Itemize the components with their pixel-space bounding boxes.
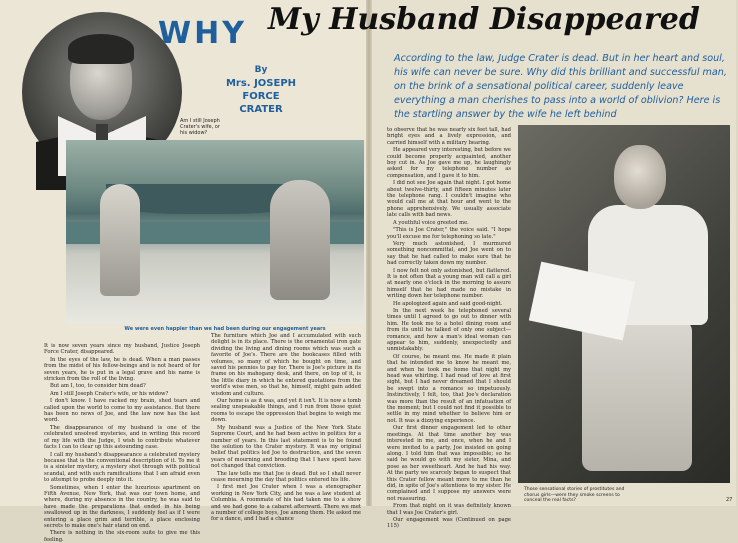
woman-reading-photo — [518, 125, 730, 483]
paragraph: The furniture which Joe and I accumulated with such delight is in its place. There is the ornamental iron gate dividing the living and dining rooms which was such a favorite of Joe's. There are the bookcases filled with volumes, so many of which he bought on time, and saved his pennies to pay for. There is Joe's picture in its frame on his mahogany desk, and there, on top of it, is the little diary in which he entered quotations from the world's wise men, so that he, himself, might gain added wisdom and culture. — [211, 333, 361, 397]
title-script: My Husband Disappeared — [268, 2, 700, 37]
paragraph: My husband was a Justice of the New York State Supreme Court, and he had been active in politics for a number of years. In this last statement is to be found the solution to the Crater mystery. It was my original belief that politics led Joe to destruction, and the seven years of mourning and brooding that I have spent have not changed that conviction. — [211, 424, 361, 470]
paragraph: He apologized again and said good-night. — [393, 300, 503, 307]
paragraph: I call my husband's disappearance a celebrated mystery because that is the conventional description of it. To me it is a sinister mystery, a mystery shot through with political scandal, and with such ramifications that I am afraid even to attempt to probe deeply into it. — [44, 451, 200, 484]
byline-name-3: CRATER — [239, 104, 283, 115]
paragraph: Very much astonished, I murmured something noncommittal, and Joe went on to say that he had called to make sure that he had correctly taken down my number. — [387, 240, 511, 267]
paragraph: Our engagement was (Continued on page 115) — [387, 516, 511, 530]
page-gutter — [366, 0, 372, 506]
intro-deck: According to the law, Judge Crater is dead. But in her heart and soul, his wife can never be sure. Why did this brilliant and successful man, on the brink of a sensational political career, suddenly leave everything a man cherishes to pass into a world of oblivion? Here is the startling answer by the wife he left behind — [394, 53, 727, 120]
paragraph: Of course, he meant me. He made it plain that he intended me to know he meant me, and when he took me home that night my head was whirling. I had read of love at first sight, but I had never dreamed that I should be swept into a romance so impetuously. Instinctively, I felt, too, that Joe's declaration was more than the result of an infatuation of the moment; but I could not find it possible to settle in my mind whether to believe him or not. It was a dizzying experience. — [387, 353, 511, 424]
paragraph: Sometimes, when I enter the luxurious apartment on Fifth Avenue, New York, that was our town home, and where, during my absence in the country, he was said to have made the preparations that ended in his being swallowed up in the darkness, I suddenly feel as if I were entering a place grim and terrible, a place enclosing secrets to make one's hair stand on end. — [44, 484, 200, 529]
paragraph: I don't know. I have racked my brain, shed tears and called upon the world to come to my assistance. But there has been no news of Joe, and the law now has the last word. — [44, 398, 200, 424]
paragraph: Our home is as it was, and yet it isn't. It is now a tomb sealing unspeakable things, and I run from those quiet rooms to escape the oppression that begins to weigh me down. — [211, 398, 361, 424]
article-column-2 — [211, 333, 361, 523]
article-column-3 — [387, 127, 511, 530]
byline-name-2: FORCE — [242, 91, 280, 102]
paragraph: "This is Joe Crater," the voice said. "I hope you'll excuse me for telephoning so late." — [387, 227, 511, 240]
page-number: 27 — [726, 497, 733, 503]
paragraph: The law tells me that Joe is dead. But so I shall never cease mourning the day that politics entered his life. — [211, 470, 361, 483]
paragraph: I now felt not only astonished, but flattered. It is not often that a young man will call a girl at nearly one o'clock in the morning to assure himself that he had made no mistake in writing down her telephone number. — [387, 267, 511, 300]
paragraph: Our first dinner engagement led to other meetings. At that time another boy was interested in me, and once, when he and I were invited to a party, Joe insisted on going along. I told him that was impossible; so he said he would go with my sister, Mina, and pose as her sweetheart. And he had his way. At the party we scarcely began to suspect that this Crater fellow meant more to me than he did, in spite of Joe's attentions to my sister. He complained and I suppose my answers were not reassuring. — [387, 425, 511, 502]
title-why: WHY — [158, 16, 247, 51]
paragraph: The disappearance of my husband is one of the celebrated unsolved mysteries, and in writing this record of my life with the Judge, I wish to contribute whatever facts I can to clear up this astounding case. — [44, 424, 200, 451]
paragraph: From that night on it was definitely known that I was Joe Crater's girl. — [387, 503, 511, 516]
byline-by: By — [254, 65, 268, 75]
byline-name-1: Mrs. JOSEPH — [225, 78, 297, 89]
paragraph: In the eyes of the law, he is dead. When a man passes from the midst of his fellow-beings and is not heard of for seven years, he is put in a legal grave and his name is stricken from the roll of the living. — [44, 356, 200, 383]
paragraph: Am I still Joseph Crater's wife, or his widow? — [50, 390, 169, 397]
paragraph: In the next week he telephoned several times until I agreed to go out to dinner with him. He took me to a hotel dining room and from its until he talked of only one subject—romance, and how a man's ideal woman can appear to him, suddenly, unexpectedly and unmistakably. — [387, 307, 511, 353]
beach-photo — [66, 140, 364, 324]
paragraph: It is now seven years since my husband, Justice Joseph Force Crater, disappeared. — [44, 343, 200, 356]
article-column-1 — [44, 343, 200, 543]
paragraph: I did not see Joe again that night. I got home about twelve-thirty, and fifteen minutes later the telephone rang. I couldn't imagine who would call me at that hour and went to the phone apprehensively. We usually associate late calls with bad news. — [387, 180, 511, 219]
byline — [206, 64, 316, 116]
paragraph: A youthful voice greeted me. — [393, 219, 469, 226]
paragraph: to observe that he was nearly six feet tall, had bright eyes and a lively expression, and carried himself with a military bearing. — [387, 127, 511, 146]
paragraph: But am I, too, to consider him dead? — [50, 383, 146, 390]
portrait-caption: Am I still Joseph Crater's wife, or his widow? — [180, 118, 220, 136]
beach-photo-caption: We were even happier than we had been during our engagement years — [124, 326, 326, 332]
woman-photo-caption: Those sensational stories of prostitutes and chorus girls—were they smoke screens to conceal the real facts? — [524, 487, 625, 503]
paragraph: I first met Joe Crater when I was a stenographer working in New York City, and he was a law student at Columbia. A roommate of his had taken me to a show and we had gone to a cabaret afterward. There we met a number of college boys, Joe among them. He asked me for a dance, and I had a chance — [211, 484, 361, 523]
paragraph: There is nothing in the six-room suite to give me this feeling. — [44, 530, 200, 543]
paragraph: He appeared very interesting, but before we could become properly acquainted, another boy cut in. As Joe gave me up, he laughingly asked for my telephone number as compensation, and I gave it to him. — [387, 147, 511, 179]
